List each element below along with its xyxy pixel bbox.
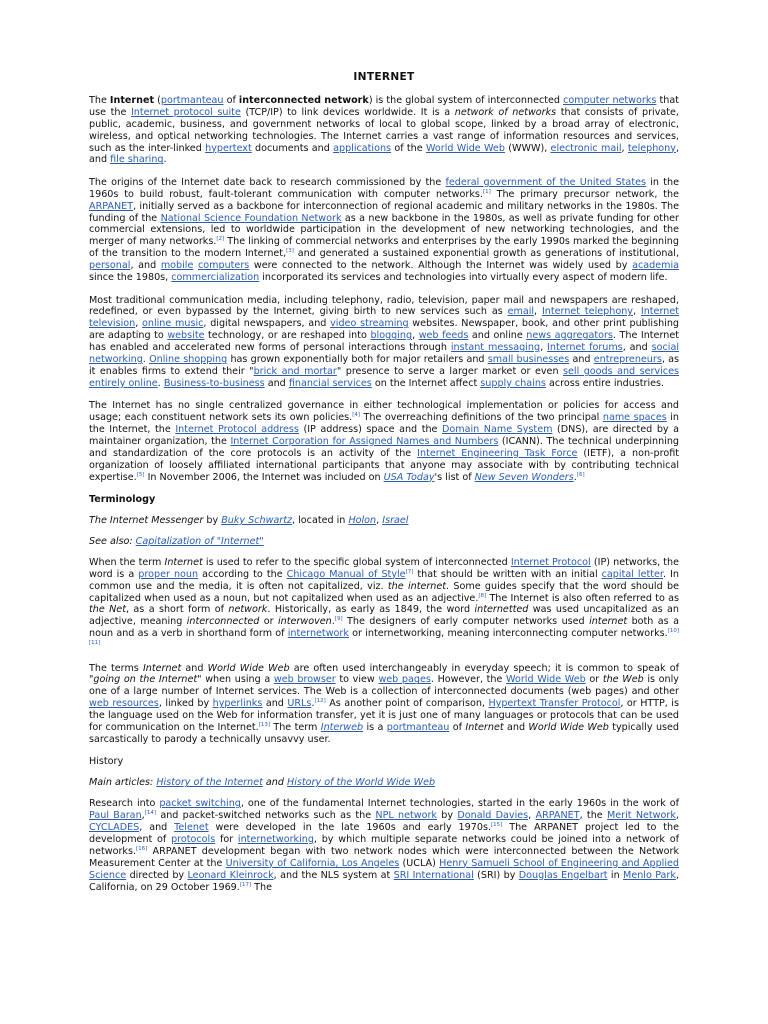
caption-line: [89, 536, 679, 548]
wiki-link[interactable]: internetwork: [287, 628, 349, 640]
text-run: " when using a: [197, 674, 274, 686]
text-run: the internet: [387, 580, 447, 592]
text-run: network of networks: [454, 106, 557, 118]
wiki-link[interactable]: proper noun: [138, 568, 199, 580]
text-run: , and: [130, 260, 161, 272]
paragraph: [89, 400, 679, 483]
section-heading: [89, 494, 679, 506]
wiki-link[interactable]: Merit Network: [606, 810, 676, 822]
text-run: (: [154, 94, 161, 106]
text-run: (IETF), a non-profit organization of loosely affiliated international participants that anyone may associate with by contributing technical expertise.: [89, 447, 679, 483]
text-run: The: [251, 881, 273, 893]
text-run: according to the: [198, 568, 287, 580]
citation-ref[interactable]: [15]: [491, 821, 503, 828]
wiki-link[interactable]: USA Today: [383, 471, 435, 483]
citation-ref[interactable]: [17]: [239, 881, 252, 888]
wiki-link[interactable]: NPL network: [375, 810, 437, 822]
citation-ref[interactable]: [7]: [405, 568, 414, 575]
wiki-link[interactable]: entrepreneurs: [593, 354, 662, 366]
wiki-link[interactable]: video streaming: [330, 318, 409, 330]
caption-line: [89, 777, 679, 789]
wiki-link[interactable]: mobile: [160, 260, 194, 272]
wiki-link[interactable]: University of California, Los Angeles: [225, 857, 400, 869]
wiki-link[interactable]: Buky Schwartz: [221, 515, 293, 526]
paragraph: [89, 798, 679, 893]
citation-ref[interactable]: [6]: [576, 471, 585, 478]
text-run: is used to refer to the specific global system of interconnected: [202, 556, 511, 568]
wiki-link[interactable]: social networking: [89, 342, 680, 366]
wiki-link[interactable]: New Seven Wonders: [474, 471, 574, 483]
section-heading: [89, 756, 679, 768]
text-run: . Historically, as early as 1849, the word: [267, 604, 475, 616]
text-run: typically used sarcastically to parody a technically unsavvy user.: [89, 722, 680, 745]
wiki-link[interactable]: personal: [89, 260, 131, 272]
text-run: and: [262, 698, 288, 710]
citation-ref[interactable]: [10][11]: [89, 628, 679, 646]
wiki-link[interactable]: telephony: [627, 142, 676, 154]
citation-ref[interactable]: [1]: [482, 188, 491, 195]
wiki-link[interactable]: Internet Engineering Task Force: [417, 447, 578, 459]
text-run: . The Internet has enabled and accelerated new forms of personal interactions through: [89, 330, 679, 354]
citation-ref[interactable]: [13]: [258, 721, 270, 728]
citation-ref[interactable]: [5]: [136, 471, 145, 478]
text-run: of the: [391, 142, 426, 154]
text-run: (ICANN). The technical underpinning and standardization of the core protocols is an activity of the: [89, 435, 679, 459]
text-run: was used uncapitalized as an adjective, meaning: [89, 604, 680, 628]
text-run: The designers of early computer networks used: [342, 616, 590, 628]
text-run: " presence to serve a larger market or even: [336, 365, 563, 377]
text-run: internet: [589, 616, 628, 628]
text-run: In November 2006, the Internet was included on: [144, 471, 384, 483]
text-run: Internet: [142, 662, 182, 674]
wiki-link[interactable]: Internet Corporation for Assigned Names and Numbers: [230, 435, 499, 447]
text-run: .: [331, 616, 335, 628]
wiki-link[interactable]: Israel: [382, 515, 409, 526]
text-run: ,: [632, 306, 641, 318]
text-run: to view: [335, 674, 379, 686]
text-run: , linked by: [158, 698, 213, 710]
text-run: going on the Internet: [93, 674, 198, 686]
wiki-link[interactable]: protocols: [171, 833, 216, 845]
text-run: websites. Newspaper, book, and other print publishing are adapting to: [89, 318, 679, 342]
wiki-link[interactable]: Paul Baran: [89, 810, 142, 822]
wiki-link[interactable]: email: [507, 306, 535, 318]
wiki-link[interactable]: Internet television: [89, 306, 679, 330]
wiki-link[interactable]: website: [167, 330, 205, 342]
text-run: by: [203, 515, 222, 526]
text-run: that should be written with an initial: [413, 568, 602, 580]
text-run: The terms: [89, 662, 143, 674]
text-run: interconnected: [186, 616, 260, 628]
text-run: on the Internet affect: [371, 377, 481, 389]
wiki-link[interactable]: Online shopping: [149, 354, 228, 366]
wiki-link[interactable]: Holon: [348, 515, 377, 526]
text-run: When the term: [89, 556, 165, 568]
wiki-link[interactable]: Telenet: [174, 822, 209, 834]
text-run: . In common use and the media, it is often not capitalized, viz.: [89, 568, 679, 592]
text-run: Internet: [465, 722, 504, 734]
text-run: and generated a sustained exponential growth as generations of institutional,: [293, 248, 679, 260]
wiki-link[interactable]: file sharing: [110, 154, 164, 166]
text-run: , California, on 29 October 1969.: [89, 869, 679, 893]
wiki-link[interactable]: Internet Protocol: [510, 556, 591, 568]
citation-ref[interactable]: [9]: [334, 616, 343, 623]
wiki-link[interactable]: ARPANET: [89, 200, 134, 212]
text-run: ARPANET development began with two network nodes which were interconnected between the Network Measurement Center at the: [89, 845, 679, 869]
wiki-link[interactable]: web resources: [89, 698, 159, 710]
wiki-link[interactable]: Internet telephony: [541, 306, 633, 318]
wiki-link[interactable]: Internet protocol suite: [130, 106, 241, 118]
text-run: is only one of a large number of Internet services. The Web is a collection of interconnected documents (web pages) and other: [89, 674, 679, 698]
wiki-link[interactable]: applications: [333, 142, 392, 154]
text-run: The Internet has no single centralized governance in either technological implementation or policies for access and usage; each constituent network sets its own policies.: [89, 400, 679, 424]
text-run: and: [569, 354, 594, 366]
text-run: .: [142, 354, 150, 366]
paragraph: [89, 295, 679, 390]
text-run: , and: [622, 342, 652, 354]
text-run: and: [264, 377, 289, 389]
text-run: .: [311, 698, 315, 710]
paragraph: [89, 95, 679, 166]
text-run: in the 1960s to build robust, fault-tolerant communication with computer networks.: [89, 176, 679, 200]
text-run: in: [607, 869, 624, 881]
wiki-link[interactable]: Interweb: [320, 722, 364, 734]
text-run: World Wide Web: [528, 722, 609, 734]
text-run: , as it enables firms to extend their ": [89, 354, 679, 377]
text-run: , as a short form of: [125, 604, 229, 616]
text-run: for: [215, 833, 238, 845]
wiki-link[interactable]: name spaces: [602, 412, 667, 424]
wiki-link[interactable]: Domain Name System: [442, 424, 553, 436]
wiki-link[interactable]: web feeds: [418, 330, 469, 342]
text-run: Internet: [109, 94, 155, 106]
wiki-link[interactable]: World Wide Web: [506, 674, 586, 686]
text-run: (UCLA): [399, 857, 440, 869]
text-run: ,: [540, 342, 548, 354]
text-run: has grown exponentially both for major retailers and: [227, 354, 488, 366]
wiki-link[interactable]: news aggregators: [526, 330, 613, 342]
wiki-link[interactable]: History of the World Wide Web: [287, 777, 436, 789]
text-run: across entire industries.: [545, 377, 665, 389]
wiki-link[interactable]: financial services: [288, 377, 372, 389]
text-run: The Internet Messenger: [89, 515, 204, 526]
wiki-link[interactable]: electronic mail: [550, 142, 622, 154]
text-run: The term: [270, 722, 321, 734]
text-run: or internetworking, meaning interconnecting computer networks.: [348, 628, 668, 640]
wiki-link[interactable]: History of the Internet: [156, 777, 263, 789]
wiki-link[interactable]: commercialization: [171, 272, 260, 284]
wiki-link[interactable]: small businesses: [487, 354, 570, 366]
text-run: the Net: [89, 604, 126, 616]
text-run: .: [163, 154, 167, 166]
wiki-link[interactable]: ARPANET: [535, 810, 580, 822]
text-run: , initially served as a backbone for interconnection of regional academic and military networks in the 1980s. The funding of the: [89, 200, 679, 224]
wiki-link[interactable]: packet switching: [159, 798, 241, 810]
text-run: (WWW),: [504, 142, 551, 154]
text-run: , located in: [292, 515, 349, 526]
wiki-link[interactable]: computers: [198, 260, 250, 272]
text-run: As another point of comparison,: [325, 698, 489, 710]
text-run: as a new backbone in the 1980s, as well as private funding for other commercial extensions, led to worldwide participation in the development of new networking technologies, and the merger of many networks.: [89, 212, 679, 248]
wiki-link[interactable]: computer networks: [563, 94, 657, 106]
text-run: and packet-switched networks such as the: [156, 810, 376, 822]
wiki-link[interactable]: Internet forums: [547, 342, 623, 354]
text-run: ) is the global system of interconnected: [368, 94, 564, 106]
wiki-link[interactable]: URLs: [287, 698, 312, 710]
text-run: Research into: [89, 798, 160, 810]
citation-ref[interactable]: [3]: [286, 248, 294, 255]
text-run: The Internet is also often referred to as: [486, 592, 680, 604]
text-run: (IP address) space and the: [298, 424, 443, 436]
text-run: , and the NLS system at: [273, 869, 394, 881]
text-run: (IP) networks, the word is a: [89, 556, 679, 580]
text-run: or: [259, 616, 278, 628]
citation-ref[interactable]: [14]: [144, 809, 157, 816]
wiki-link[interactable]: SRI International: [393, 869, 474, 881]
wiki-link[interactable]: supply chains: [480, 377, 546, 389]
text-run: .: [573, 471, 577, 483]
text-run: of: [449, 722, 466, 734]
text-run: interconnected network: [238, 94, 369, 106]
paragraph: [89, 557, 679, 652]
wiki-link[interactable]: hyperlinks: [212, 698, 263, 710]
text-run: technology, or are reshaped into: [204, 330, 371, 342]
text-run: The linking of commercial networks and enterprises by the early 1990s marked the beginning of the transition to the modern Internet,: [89, 236, 679, 260]
text-run: ,: [534, 306, 542, 318]
text-run: World Wide Web: [207, 662, 290, 674]
citation-ref[interactable]: [16]: [136, 845, 148, 852]
text-run: of: [223, 94, 239, 106]
text-run: The: [89, 94, 110, 106]
wiki-link[interactable]: web browser: [273, 674, 336, 686]
wiki-link[interactable]: Internet Protocol address: [175, 424, 299, 436]
text-run: .: [157, 377, 164, 389]
wiki-link[interactable]: Douglas Engelbart: [518, 869, 608, 881]
text-run: the Web: [602, 674, 644, 686]
text-run: ,: [141, 810, 145, 822]
text-run: , one of the fundamental Internet technologies, started in the early 1960s in the work of: [240, 798, 679, 810]
text-run: The ARPANET project led to the development of: [89, 822, 679, 845]
wiki-link[interactable]: Menlo Park: [623, 869, 676, 881]
text-run: since the 1980s,: [89, 272, 172, 284]
text-run: , and: [139, 822, 175, 834]
wiki-link[interactable]: web pages: [378, 674, 431, 686]
wiki-link[interactable]: CYCLADES: [89, 822, 140, 834]
text-run: History: [89, 756, 124, 768]
wiki-link[interactable]: blogging: [370, 330, 413, 342]
text-run: that consists of private, public, academic, business, and government networks of local to global scope, linked by a broad array of electronic, wireless, and optical networking technologies. The Internet carries a vast range of information resources and services, such as the inter-linked: [89, 106, 679, 154]
text-run: ,: [135, 318, 143, 330]
wiki-link[interactable]: Hypertext Transfer Protocol: [488, 698, 621, 710]
text-run: , by which multiple separate networks could be joined into a network of networks.: [89, 833, 679, 857]
text-run: Internet: [164, 556, 203, 568]
text-run: were connected to the network. Although the Internet was widely used by: [249, 260, 633, 272]
text-run: 's list of: [434, 471, 475, 483]
wiki-link[interactable]: brick and mortar: [253, 365, 337, 377]
text-run: (SRI) by: [473, 869, 519, 881]
wiki-link[interactable]: academia: [632, 260, 679, 272]
text-run: The primary precursor network, the: [490, 188, 679, 200]
wiki-link[interactable]: instant messaging: [450, 342, 541, 354]
text-run: that use the: [89, 94, 679, 118]
paragraph: [89, 663, 679, 746]
wiki-link[interactable]: World Wide Web: [425, 142, 505, 154]
text-run: directed by: [126, 869, 188, 881]
wiki-link[interactable]: internetworking: [237, 833, 314, 845]
citation-ref[interactable]: [2]: [216, 236, 225, 243]
text-run: incorporated its services and technologies into virtually every aspect of modern life.: [259, 272, 668, 284]
text-run: and: [181, 662, 208, 674]
text-run: . However, the: [430, 674, 507, 686]
text-run: and online: [468, 330, 527, 342]
text-run: both as a noun and as a verb in shorthand form of: [89, 616, 679, 640]
citation-ref[interactable]: [12]: [314, 698, 326, 705]
text-run: were developed in the late 1960s and early 1970s.: [208, 822, 492, 834]
text-run: Most traditional communication media, including telephony, radio, television, paper mail and newspapers are reshaped, redefined, or even bypassed by the Internet, giving birth to new services such as: [89, 294, 679, 318]
citation-ref[interactable]: [4]: [352, 411, 360, 418]
text-run: , and: [89, 142, 679, 166]
text-run: interwoven: [278, 616, 332, 628]
text-run: (DNS), are directed by a maintainer organization, the: [89, 424, 680, 447]
citation-ref[interactable]: [8]: [478, 592, 487, 599]
text-run: The origins of the Internet date back to research commissioned by the: [89, 176, 446, 188]
wiki-link[interactable]: portmanteau: [386, 722, 450, 734]
text-run: (TCP/IP) to link devices worldwide. It is a: [240, 106, 455, 118]
wiki-link[interactable]: federal government of the United States: [445, 176, 646, 188]
text-run: ,: [376, 515, 383, 526]
text-run: and: [262, 777, 288, 789]
text-run: See also:: [89, 535, 136, 547]
wiki-link[interactable]: Donald Davies: [457, 810, 529, 822]
text-run: by: [436, 810, 458, 822]
text-run: and: [503, 722, 529, 734]
caption-line: [89, 515, 679, 527]
text-run: The overreaching definitions of the two principal: [359, 412, 603, 424]
text-run: , the: [579, 810, 607, 822]
text-run: network: [228, 604, 268, 616]
paragraph: [89, 177, 679, 284]
wiki-link[interactable]: hypertext: [205, 142, 252, 154]
text-run: ,: [621, 142, 628, 154]
wiki-link[interactable]: Business-to-business: [163, 377, 265, 389]
text-run: are often used interchangeably in everyday speech; it is common to speak of ": [89, 662, 679, 686]
text-run: is a: [363, 722, 387, 734]
wiki-link[interactable]: National Science Foundation Network: [160, 212, 342, 224]
text-run: . Some guides specify that the word should be capitalized when used as a noun, but not capitalized when used as an adjective.: [89, 580, 679, 604]
wiki-link[interactable]: Capitalization of "Internet": [135, 535, 264, 547]
wiki-link[interactable]: capital letter: [601, 568, 663, 580]
text-run: , or HTTP, is the language used on the Web for information transfer, yet it is just one of many languages or protocols that can be used for communication on the Internet.: [89, 698, 679, 734]
text-run: ,: [528, 810, 536, 822]
text-run: ,: [412, 330, 419, 342]
text-run: or: [585, 674, 603, 686]
text-run: ,: [675, 810, 679, 822]
text-run: in the Internet, the: [89, 412, 679, 436]
article-body: [89, 95, 679, 894]
wiki-link[interactable]: sell goods and services entirely online: [89, 365, 679, 389]
wiki-link[interactable]: Henry Samueli School of Engineering and Applied Science: [89, 857, 679, 881]
wiki-link[interactable]: Leonard Kleinrock: [187, 869, 274, 881]
text-run: internetted: [474, 604, 529, 616]
wiki-link[interactable]: portmanteau: [160, 94, 224, 106]
text-run: documents and: [251, 142, 334, 154]
text-run: , digital newspapers, and: [203, 318, 331, 330]
page-title: INTERNET: [353, 71, 415, 83]
text-run: Terminology: [89, 494, 156, 506]
wiki-link[interactable]: online music: [142, 318, 204, 330]
wiki-link[interactable]: Chicago Manual of Style: [286, 568, 406, 580]
text-run: Main articles:: [89, 777, 157, 789]
